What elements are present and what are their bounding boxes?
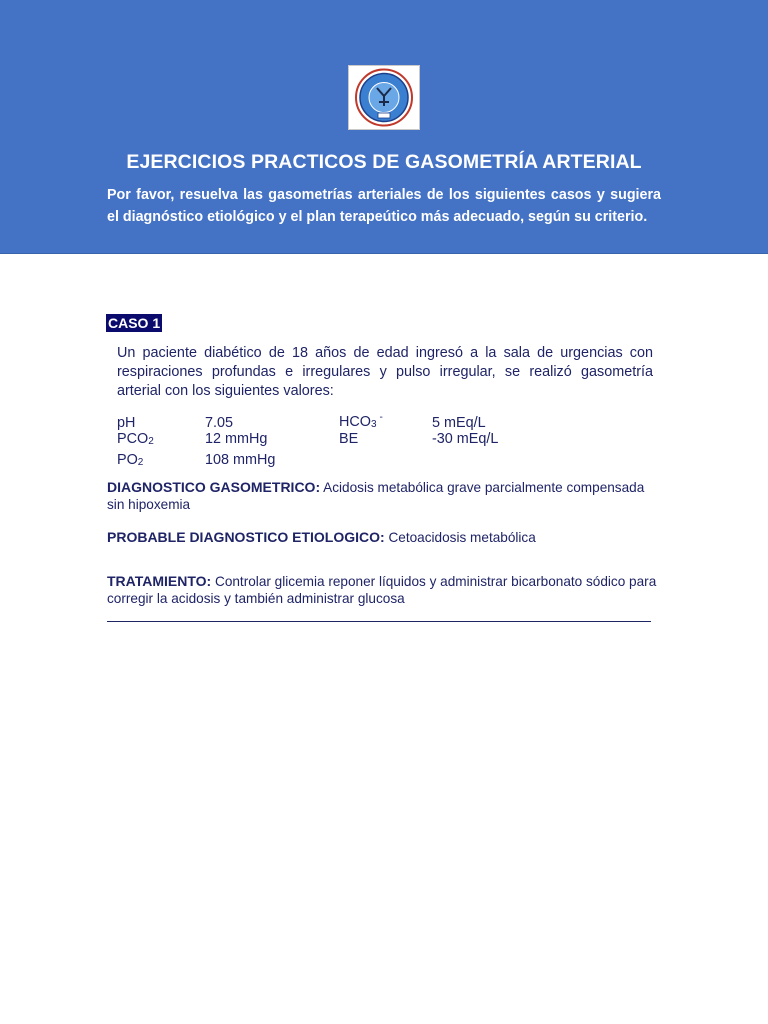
university-seal-icon [348,65,420,130]
case-label: CASO 1 [108,315,161,331]
lab-ph-value: 7.05 [205,415,234,431]
lab-hco3-label: $HCO_3^-$ [339,412,383,430]
page-title: EJERCICIOS PRACTICOS DE GASOMETRÍA ARTERIAL [126,151,642,173]
lab-ph-label: pH [117,415,136,431]
treatment [107,573,657,607]
lab-be-label: BE [339,431,359,447]
gasometric-diagnosis [107,479,657,513]
lab-pco2-label: $PCO_2$ [117,431,154,447]
divider-line [107,621,651,622]
etiologic-diagnosis [107,529,657,546]
gasometric-diagnosis-text: Acidosis metabólica grave parcialmente compensada sin hipoxemia [107,480,645,512]
lab-po2-value: 108 mmHg [205,452,276,468]
etiologic-diagnosis-label: PROBABLE DIAGNOSTICO ETIOLOGICO: [107,529,385,545]
lab-be-value: -30 mEq/L [432,431,499,447]
instructions-text: Por favor, resuelva las gasometrías arteriales de los siguientes casos y sugiera el diagnóstico etiológico y el plan terapeútico más adecuado, según su criterio. [107,187,661,225]
treatment-text: Controlar glicemia reponer líquidos y administrar bicarbonato sódico para corregir la acidosis y también administrar glucosa [107,574,657,606]
lab-hco3-value: 5 mEq/L [432,415,486,431]
etiologic-diagnosis-text: Cetoacidosis metabólica [388,530,536,545]
lab-po2-label: $PO_2$ [117,452,144,468]
gasometric-diagnosis-label: DIAGNOSTICO GASOMETRICO: [107,479,321,495]
header-banner [0,0,768,254]
lab-pco2-value: 12 mmHg [205,431,268,447]
case-description: Un paciente diabético de 18 años de edad ingresó a la sala de urgencias con respiraciones profundas e irregulares y pulso irregular, se realizó gasometría arterial con los siguientes valores: [117,345,653,399]
treatment-label: TRATAMIENTO: [107,573,212,589]
